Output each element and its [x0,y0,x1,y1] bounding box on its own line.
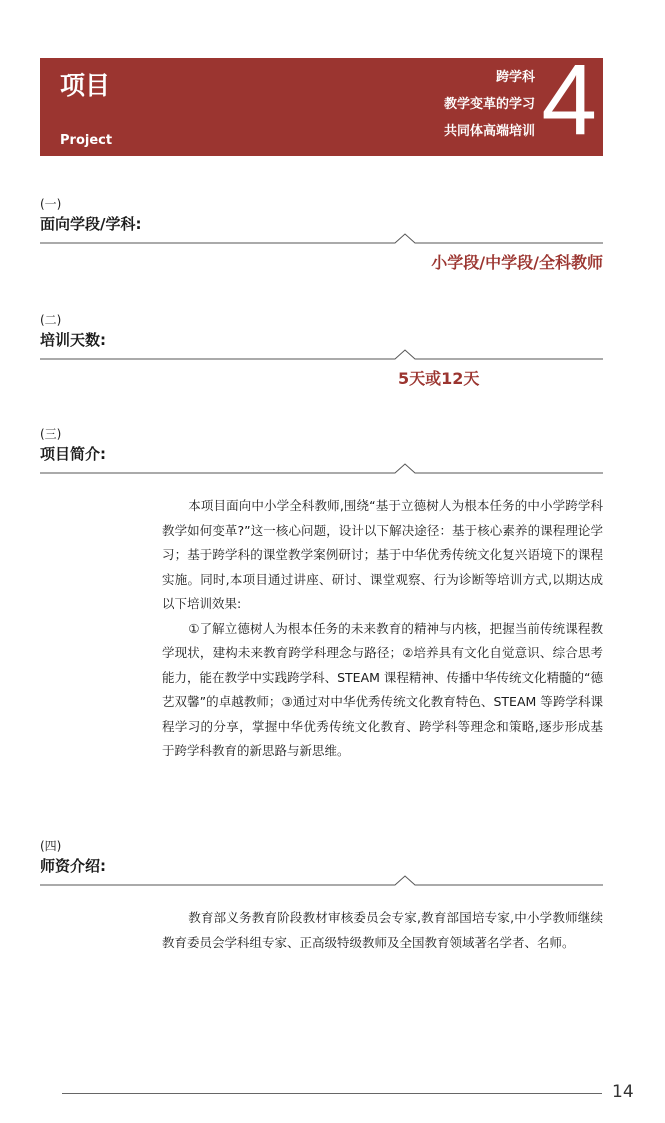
header-line-3: 共同体高端培训 [443,124,535,139]
project-intro-text [162,494,603,764]
training-days-value: 5天或12天 [398,369,480,388]
header-line-1: 跨学科 [495,70,535,85]
section-label: 项目简介: [40,445,106,463]
intro-paragraph-2: ①了解立德树人为根本任务的未来教育的精神与内核，把握当前传统课程教学现状，建构未来教育跨学科理念与路径；②培养具有文化自觉意识、综合思考能力，能在教学中实践跨学科、STEAM 课程精神、传播中华传统文化精髓的“德艺双馨”的卓越教师；③通过对中华优秀传统文化教育特色、STEAM 等跨学科课程学习的分享，掌握中华优秀传统文化教育、跨学科等理念和策略,逐步形成基于跨学科教育的新思路与新思维。 [162,620,603,758]
header-program-name [444,64,535,145]
header-title: 项目 [60,71,111,100]
section-label: 面向学段/学科: [40,215,142,233]
section-divider [40,232,603,244]
section-label: 培训天数: [40,331,106,349]
section-divider [40,348,603,360]
section-target-stage [40,196,603,272]
section-number: (二) [40,313,62,327]
header-line-2: 教学变革的学习 [443,97,535,112]
project-header-banner [40,44,603,156]
project-number: 4 [541,44,597,156]
section-faculty [40,838,603,950]
section-label: 师资介绍: [40,857,106,875]
page-number: 14 [612,1082,634,1102]
section-divider [40,874,603,886]
footer-rule [62,1093,602,1094]
faculty-paragraph: 教育部义务教育阶段教材审核委员会专家,教育部国培专家,中小学教师继续教育委员会学科组专家、正高级特级教师及全国教育领域著名学者、名师。 [162,910,603,950]
section-divider [40,462,603,474]
intro-paragraph-1: 本项目面向中小学全科教师,围绕“基于立德树人为根本任务的中小学跨学科教学如何变革?”这一核心问题，设计以下解决途径：基于核心素养的课程理论学习；基于跨学科的课堂教学案例研讨；基于中华优秀传统文化复兴语境下的课程实施。同时,本项目通过讲座、研讨、课堂观察、行为诊断等培训方式,以期达成以下培训效果: [162,498,603,611]
target-stage-value: 小学段/中学段/全科教师 [431,253,603,272]
section-project-intro [40,426,603,758]
faculty-text [162,906,603,955]
section-number: (四) [40,839,62,853]
section-training-days [40,312,603,388]
section-number: (一) [40,197,62,211]
section-number: (三) [40,427,62,441]
header-subtitle: Project [60,133,113,148]
